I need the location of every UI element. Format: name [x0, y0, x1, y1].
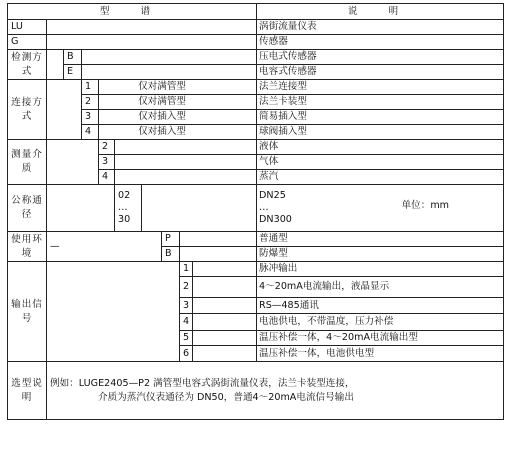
description-header: 说 明: [257, 4, 504, 20]
label-detect-method: 检测方式: [8, 50, 47, 80]
code-output-2: 2: [180, 277, 193, 298]
blank-cell: [47, 35, 257, 50]
desc-g: 传感器: [257, 35, 504, 50]
desc-connect-3: 简易插入型: [257, 110, 504, 125]
blank-cell: [47, 262, 180, 362]
label-usage-environment: 使用环境: [8, 232, 47, 262]
desc-output-1: 脉冲输出: [257, 262, 504, 277]
code-connect-4: 4: [82, 125, 99, 140]
note-connect-3: 仅对插入型: [99, 110, 257, 125]
blank-cell: [193, 277, 257, 298]
selection-example-text: [47, 362, 504, 420]
label-output-signal: 输出信号: [8, 262, 47, 362]
code-lu: LU: [8, 20, 47, 35]
blank-cell: [193, 314, 257, 331]
row-detect-e: [8, 65, 504, 80]
row-connect-1: [8, 80, 504, 95]
blank-cell: [193, 331, 257, 346]
row-connect-3: [8, 110, 504, 125]
desc-detect-e: 电容式传感器: [257, 65, 504, 80]
header-row: [8, 4, 504, 20]
label-measure-medium: 测量介质: [8, 140, 47, 185]
desc-output-4: 电池供电，不带温度，压力补偿: [257, 314, 504, 331]
blank-cell: [47, 20, 257, 35]
diameter-code-start: 02: [118, 190, 131, 201]
desc-medium-3: 气体: [257, 155, 504, 170]
row-g: [8, 35, 504, 50]
desc-detect-b: 压电式传感器: [257, 50, 504, 65]
desc-output-2: 4～20mA电流输出，液晶显示: [257, 277, 504, 298]
code-g: G: [8, 35, 47, 50]
blank-cell: [193, 298, 257, 314]
label-selection-note: 选型说明: [8, 362, 47, 420]
desc-connect-2: 法兰卡装型: [257, 95, 504, 110]
diameter-unit: 单位：mm: [401, 200, 450, 211]
blank-cell: [47, 50, 64, 80]
blank-cell: [193, 346, 257, 362]
diameter-desc-end: DN300: [259, 214, 292, 225]
diameter-desc-ellipsis: …: [259, 202, 269, 213]
row-output-1: [8, 262, 504, 277]
row-connect-4: [8, 125, 504, 140]
desc-medium-2: 液体: [257, 140, 504, 155]
blank-cell: [193, 262, 257, 277]
desc-env-p: 普通型: [257, 232, 504, 247]
blank-cell: [82, 50, 257, 65]
code-env-p: P: [162, 232, 180, 247]
code-connect-1: 1: [82, 80, 99, 95]
note-connect-1: 仅对满管型: [99, 80, 257, 95]
code-output-4: 4: [180, 314, 193, 331]
model-spec-table: [7, 3, 504, 420]
code-output-1: 1: [180, 262, 193, 277]
note-connect-2: 仅对满管型: [99, 95, 257, 110]
code-medium-4: 4: [99, 170, 115, 185]
blank-cell: [142, 185, 257, 232]
desc-medium-4: 蒸汽: [257, 170, 504, 185]
label-nominal-diameter: 公称通径: [8, 185, 47, 232]
desc-output-5: 温压补偿一体，4～20mA电流输出型: [257, 331, 504, 346]
blank-cell: [180, 247, 257, 262]
diameter-desc-start: DN25: [259, 190, 286, 201]
codes-diameter: [115, 185, 142, 232]
code-detect-e: E: [64, 65, 82, 80]
row-diameter: [8, 185, 504, 232]
row-connect-2: [8, 95, 504, 110]
note-connect-4: 仅对插入型: [99, 125, 257, 140]
code-env-b: B: [162, 247, 180, 262]
env-dash: —: [47, 232, 162, 262]
code-connect-2: 2: [82, 95, 99, 110]
blank-cell: [180, 232, 257, 247]
row-env-p: [8, 232, 504, 247]
code-output-3: 3: [180, 298, 193, 314]
code-medium-3: 3: [99, 155, 115, 170]
diameter-code-end: 30: [118, 214, 131, 225]
row-detect-b: [8, 50, 504, 65]
blank-cell: [47, 140, 99, 185]
desc-output-3: RS—485通讯: [257, 298, 504, 314]
code-connect-3: 3: [82, 110, 99, 125]
row-lu: [8, 20, 504, 35]
example-line-1: 例如：LUGE2405—P2 满管型电容式涡街流量仪表，法兰卡装型连接，: [50, 377, 355, 389]
desc-connect-1: 法兰连接型: [257, 80, 504, 95]
row-medium-2: [8, 140, 504, 155]
blank-cell: [47, 80, 82, 140]
blank-cell: [115, 170, 257, 185]
example-line-2: 介质为蒸汽仪表通径为 DN50，普通4～20mA电流信号输出: [98, 391, 354, 403]
desc-diameter: [257, 185, 504, 232]
desc-output-6: 温压补偿一体，电池供电型: [257, 346, 504, 362]
diameter-code-ellipsis: …: [118, 202, 128, 213]
desc-env-b: 防爆型: [257, 247, 504, 262]
label-connect-method: 连接方式: [8, 80, 47, 140]
blank-cell: [115, 155, 257, 170]
code-medium-2: 2: [99, 140, 115, 155]
blank-cell: [47, 185, 115, 232]
row-selection-example: [8, 362, 504, 420]
blank-cell: [82, 65, 257, 80]
model-header: 型 谱: [8, 4, 257, 20]
desc-lu: 涡街流量仪表: [257, 20, 504, 35]
desc-connect-4: 球阀插入型: [257, 125, 504, 140]
blank-cell: [115, 140, 257, 155]
code-output-6: 6: [180, 346, 193, 362]
code-output-5: 5: [180, 331, 193, 346]
code-detect-b: B: [64, 50, 82, 65]
